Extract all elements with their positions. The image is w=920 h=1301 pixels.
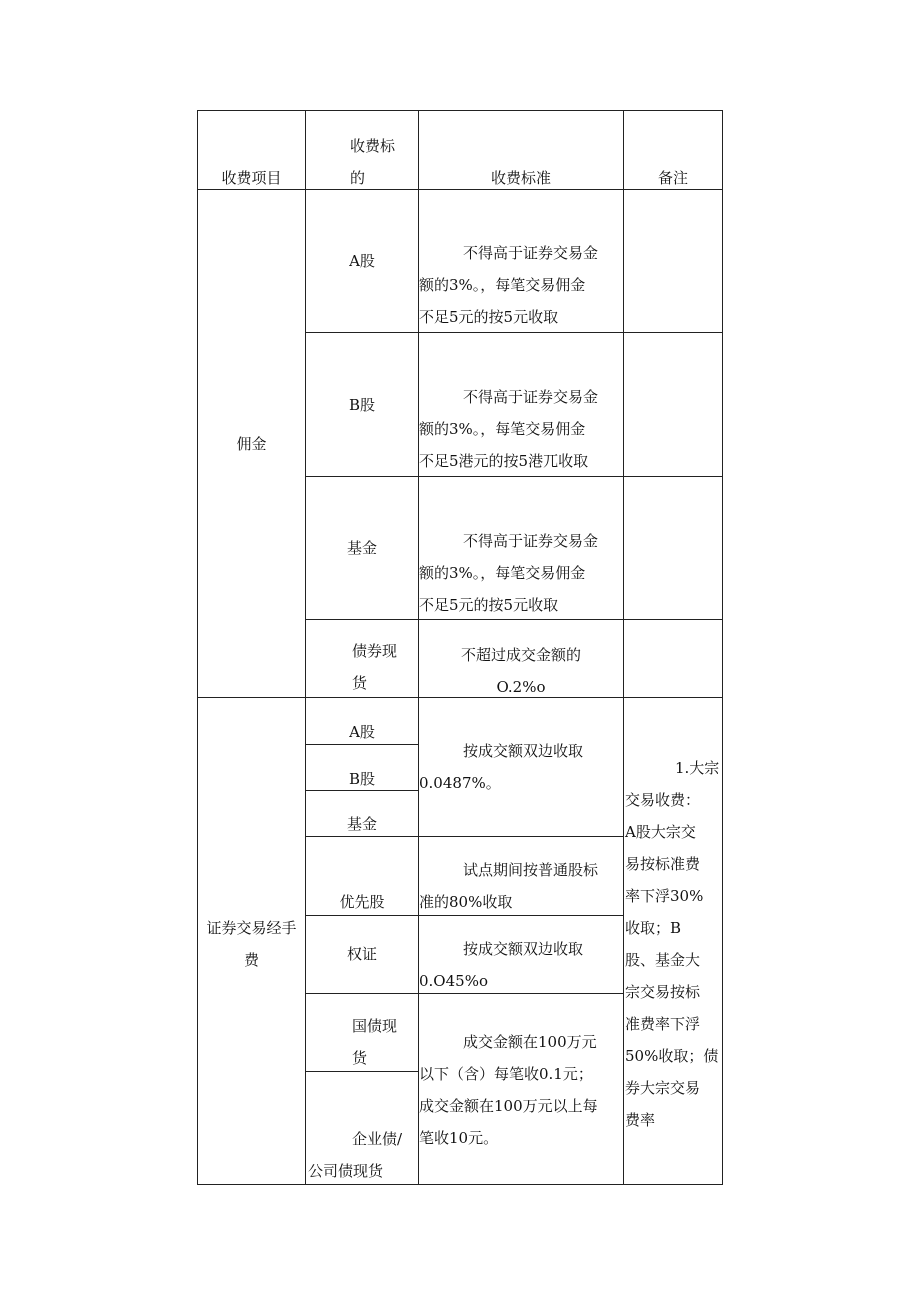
table-border-left <box>197 110 198 1185</box>
header-standard: 收费标准 <box>490 169 551 187</box>
commission-standard-b-share: 不得高于证券交易金 额的3%。，每笔交易佣金 不足5港元的按5港兀收取 <box>419 388 599 470</box>
handling-fee-label: 证券交易经手 费 <box>206 919 297 969</box>
handling-target-b-share: B股 <box>348 770 376 788</box>
commission-target-b-share: B股 <box>348 396 376 414</box>
handling-standard-bilateral: 按成交额双边收取 0.0487%。 <box>419 742 584 792</box>
header-remark: 备注 <box>657 169 688 187</box>
handling-target-fund: 基金 <box>346 815 377 833</box>
handling-target-a-share: A股 <box>349 723 375 741</box>
commission-target-bond: 债券现 货 <box>352 642 398 692</box>
commission-target-a-share: A股 <box>349 252 375 270</box>
handling-target-preferred: 优先股 <box>339 893 385 911</box>
handling-target-treasury: 国债现 货 <box>352 1017 398 1067</box>
commission-standard-a-share: 不得高于证券交易金 额的3%。，每笔交易佣金 不足5元的按5元收取 <box>419 244 599 326</box>
handling-target-warrant: 权证 <box>346 945 377 963</box>
handling-standard-preferred: 试点期间按普通股标 准的80%收取 <box>419 861 599 911</box>
commission-target-fund: 基金 <box>346 539 377 557</box>
header-item: 收费项目 <box>221 169 282 187</box>
handling-standard-warrant: 按成交额双边收取 0.O45%o <box>419 940 584 990</box>
handling-target-corporate: 企业债/ 公司债现货 <box>308 1130 403 1180</box>
table-border-bottom <box>197 1184 723 1185</box>
commission-standard-bond: 不超过成交金额的 O.2%o <box>460 646 581 696</box>
header-target: 收费标 的 <box>350 137 396 187</box>
commission-standard-fund: 不得高于证券交易金 额的3%。，每笔交易佣金 不足5元的按5元收取 <box>419 532 599 614</box>
handling-fee-remark: 1.大宗 交易收费： A股大宗交 易按标准费 率下浮30% 收取；B 股、基金大 宗交易按标 准费率下浮 50%收取；债 券大宗交易 费率 <box>625 759 720 1129</box>
column-divider <box>623 110 624 1185</box>
table-border-right <box>722 110 723 1185</box>
handling-standard-bond: 成交金额在100万元 以下（含）每笔收0.1元； 成交金额在100万元以上每 笔收10元。 <box>419 1033 598 1147</box>
table-border-top <box>197 110 723 111</box>
commission-label: 佣金 <box>236 435 267 453</box>
